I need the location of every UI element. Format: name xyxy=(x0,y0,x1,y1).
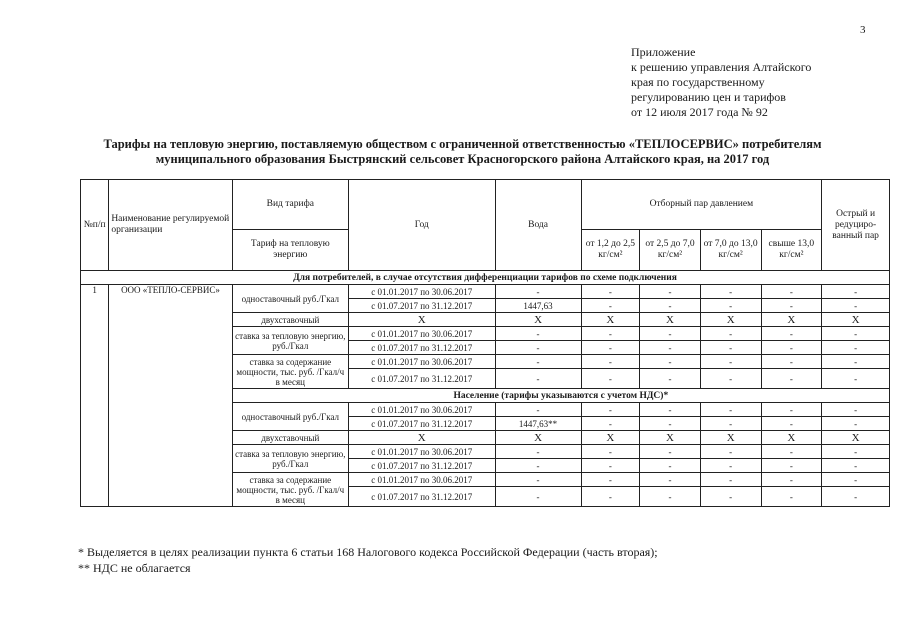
value-cell: - xyxy=(761,327,822,341)
value-cell: - xyxy=(761,369,822,389)
period-cell: с 01.01.2017 по 30.06.2017 xyxy=(348,355,495,369)
value-cell: - xyxy=(495,341,581,355)
header-steam: Отборный пар давлением xyxy=(581,180,822,230)
period-cell: с 01.07.2017 по 31.12.2017 xyxy=(348,299,495,313)
header-sharp-steam: Острый и редуциро-ванный пар xyxy=(822,180,890,271)
row-number: 1 xyxy=(81,285,109,507)
value-cell: - xyxy=(495,369,581,389)
tariff-label-rate-energy: ставка за тепловую энергию, руб./Гкал xyxy=(232,445,348,473)
value-cell: - xyxy=(640,459,701,473)
value-cell: - xyxy=(700,487,761,507)
tariff-label-double: двухставочный xyxy=(232,313,348,327)
header-pressure-3: от 7,0 до 13,0 кг/см² xyxy=(700,230,761,271)
title-line-2: муниципального образования Быстрянский сельсовет Красногорского района Алтайского края, на 2017 год xyxy=(155,152,770,166)
period-cell: с 01.01.2017 по 30.06.2017 xyxy=(348,327,495,341)
appendix-line: Приложение xyxy=(631,45,696,59)
x-cell: X xyxy=(822,313,890,327)
header-pressure-4: свыше 13,0 кг/см² xyxy=(761,230,822,271)
x-cell: X xyxy=(348,313,495,327)
value-cell: - xyxy=(495,487,581,507)
value-cell: - xyxy=(640,369,701,389)
section-title-consumers: Для потребителей, в случае отсутствия дифференциации тарифов по схеме подключения xyxy=(81,271,890,285)
value-cell-water: 1447,63** xyxy=(495,417,581,431)
x-cell: X xyxy=(495,431,581,445)
appendix-line: к решению управления Алтайского xyxy=(631,60,812,74)
value-cell: - xyxy=(640,487,701,507)
appendix-line: регулированию цен и тарифов xyxy=(631,90,786,104)
value-cell: - xyxy=(700,285,761,299)
value-cell: - xyxy=(495,355,581,369)
header-year: Год xyxy=(348,180,495,271)
value-cell: - xyxy=(822,285,890,299)
value-cell: - xyxy=(822,355,890,369)
value-cell: - xyxy=(640,299,701,313)
value-cell: - xyxy=(640,445,701,459)
value-cell: - xyxy=(640,327,701,341)
value-cell: - xyxy=(640,473,701,487)
value-cell: - xyxy=(581,299,640,313)
appendix-line: от 12 июля 2017 года № 92 xyxy=(631,105,768,119)
footnote-vat: * Выделяется в целях реализации пункта 6 статьи 168 Налогового кодекса Российской Федерации (часть вторая); xyxy=(78,545,658,559)
x-cell: X xyxy=(581,431,640,445)
x-cell: X xyxy=(640,313,701,327)
value-cell: - xyxy=(495,403,581,417)
footnote-no-vat: ** НДС не облагается xyxy=(78,561,191,575)
value-cell: - xyxy=(822,417,890,431)
value-cell: - xyxy=(822,299,890,313)
page-number: 3 xyxy=(860,24,866,36)
tariff-label-single: одноставочный руб./Гкал xyxy=(232,403,348,431)
period-cell: с 01.07.2017 по 31.12.2017 xyxy=(348,459,495,473)
x-cell: X xyxy=(700,313,761,327)
period-cell: с 01.07.2017 по 31.12.2017 xyxy=(348,417,495,431)
x-cell: X xyxy=(761,431,822,445)
value-cell: - xyxy=(700,355,761,369)
title-line-1: Тарифы на тепловую энергию, поставляемую обществом с ограниченной ответственностью «ТЕПЛОСЕРВИС» потребителям xyxy=(103,137,822,151)
x-cell: X xyxy=(640,431,701,445)
value-cell: - xyxy=(581,369,640,389)
tariff-label-rate-capacity: ставка за содержание мощности, тыс. руб. /Гкал/ч в месяц xyxy=(232,473,348,507)
tariff-label-rate-energy: ставка за тепловую энергию, руб./Гкал xyxy=(232,327,348,355)
value-cell: - xyxy=(700,327,761,341)
x-cell: X xyxy=(348,431,495,445)
value-cell: - xyxy=(822,403,890,417)
organization-name: ООО «ТЕПЛО-СЕРВИС» xyxy=(109,285,232,507)
period-cell: с 01.01.2017 по 30.06.2017 xyxy=(348,445,495,459)
value-cell: - xyxy=(640,285,701,299)
value-cell: - xyxy=(761,285,822,299)
value-cell: - xyxy=(822,473,890,487)
value-cell: - xyxy=(495,473,581,487)
value-cell: - xyxy=(822,459,890,473)
header-num: №п/п xyxy=(81,180,109,271)
value-cell: - xyxy=(700,459,761,473)
value-cell: - xyxy=(700,341,761,355)
value-cell: - xyxy=(581,445,640,459)
tariff-table xyxy=(80,179,890,507)
value-cell: - xyxy=(700,369,761,389)
document-title xyxy=(40,137,885,167)
value-cell: - xyxy=(700,403,761,417)
x-cell: X xyxy=(495,313,581,327)
period-cell: с 01.07.2017 по 31.12.2017 xyxy=(348,369,495,389)
value-cell: - xyxy=(761,417,822,431)
header-tariff-type: Вид тарифа xyxy=(232,180,348,230)
value-cell: - xyxy=(581,327,640,341)
value-cell: - xyxy=(822,369,890,389)
value-cell: - xyxy=(761,403,822,417)
value-cell: - xyxy=(822,327,890,341)
appendix-header xyxy=(631,45,811,120)
value-cell: - xyxy=(495,445,581,459)
tariff-label-single: одноставочный руб./Гкал xyxy=(232,285,348,313)
value-cell: - xyxy=(700,445,761,459)
value-cell: - xyxy=(581,417,640,431)
value-cell: - xyxy=(581,473,640,487)
value-cell: - xyxy=(640,341,701,355)
appendix-line: края по государственному xyxy=(631,75,765,89)
period-cell: с 01.07.2017 по 31.12.2017 xyxy=(348,341,495,355)
value-cell: - xyxy=(761,355,822,369)
value-cell: - xyxy=(822,445,890,459)
value-cell: - xyxy=(581,487,640,507)
period-cell: с 01.07.2017 по 31.12.2017 xyxy=(348,487,495,507)
period-cell: с 01.01.2017 по 30.06.2017 xyxy=(348,285,495,299)
value-cell: - xyxy=(761,341,822,355)
value-cell: - xyxy=(761,445,822,459)
value-cell: - xyxy=(761,487,822,507)
header-water: Вода xyxy=(495,180,581,271)
header-pressure-1: от 1,2 до 2,5 кг/см² xyxy=(581,230,640,271)
value-cell: - xyxy=(822,487,890,507)
header-tariff-sub: Тариф на тепловую энергию xyxy=(232,230,348,271)
value-cell: - xyxy=(700,417,761,431)
value-cell: - xyxy=(581,355,640,369)
value-cell-water: 1447,63 xyxy=(495,299,581,313)
x-cell: X xyxy=(581,313,640,327)
value-cell: - xyxy=(640,355,701,369)
value-cell: - xyxy=(761,473,822,487)
value-cell: - xyxy=(581,403,640,417)
tariff-label-rate-capacity: ставка за содержание мощности, тыс. руб. /Гкал/ч в месяц xyxy=(232,355,348,389)
value-cell: - xyxy=(761,459,822,473)
footnotes xyxy=(78,544,658,576)
header-pressure-2: от 2,5 до 7,0 кг/см² xyxy=(640,230,701,271)
value-cell: - xyxy=(495,285,581,299)
value-cell: - xyxy=(700,299,761,313)
period-cell: с 01.01.2017 по 30.06.2017 xyxy=(348,403,495,417)
section-title-population: Население (тарифы указываются с учетом НДС)* xyxy=(232,389,889,403)
x-cell: X xyxy=(761,313,822,327)
value-cell: - xyxy=(495,327,581,341)
value-cell: - xyxy=(581,459,640,473)
value-cell: - xyxy=(640,403,701,417)
value-cell: - xyxy=(495,459,581,473)
x-cell: X xyxy=(700,431,761,445)
value-cell: - xyxy=(761,299,822,313)
value-cell: - xyxy=(581,341,640,355)
x-cell: X xyxy=(822,431,890,445)
period-cell: с 01.01.2017 по 30.06.2017 xyxy=(348,473,495,487)
value-cell: - xyxy=(822,341,890,355)
tariff-label-double: двухставочный xyxy=(232,431,348,445)
value-cell: - xyxy=(700,473,761,487)
value-cell: - xyxy=(581,285,640,299)
value-cell: - xyxy=(640,417,701,431)
header-org: Наименование регулируемой организации xyxy=(109,180,232,271)
